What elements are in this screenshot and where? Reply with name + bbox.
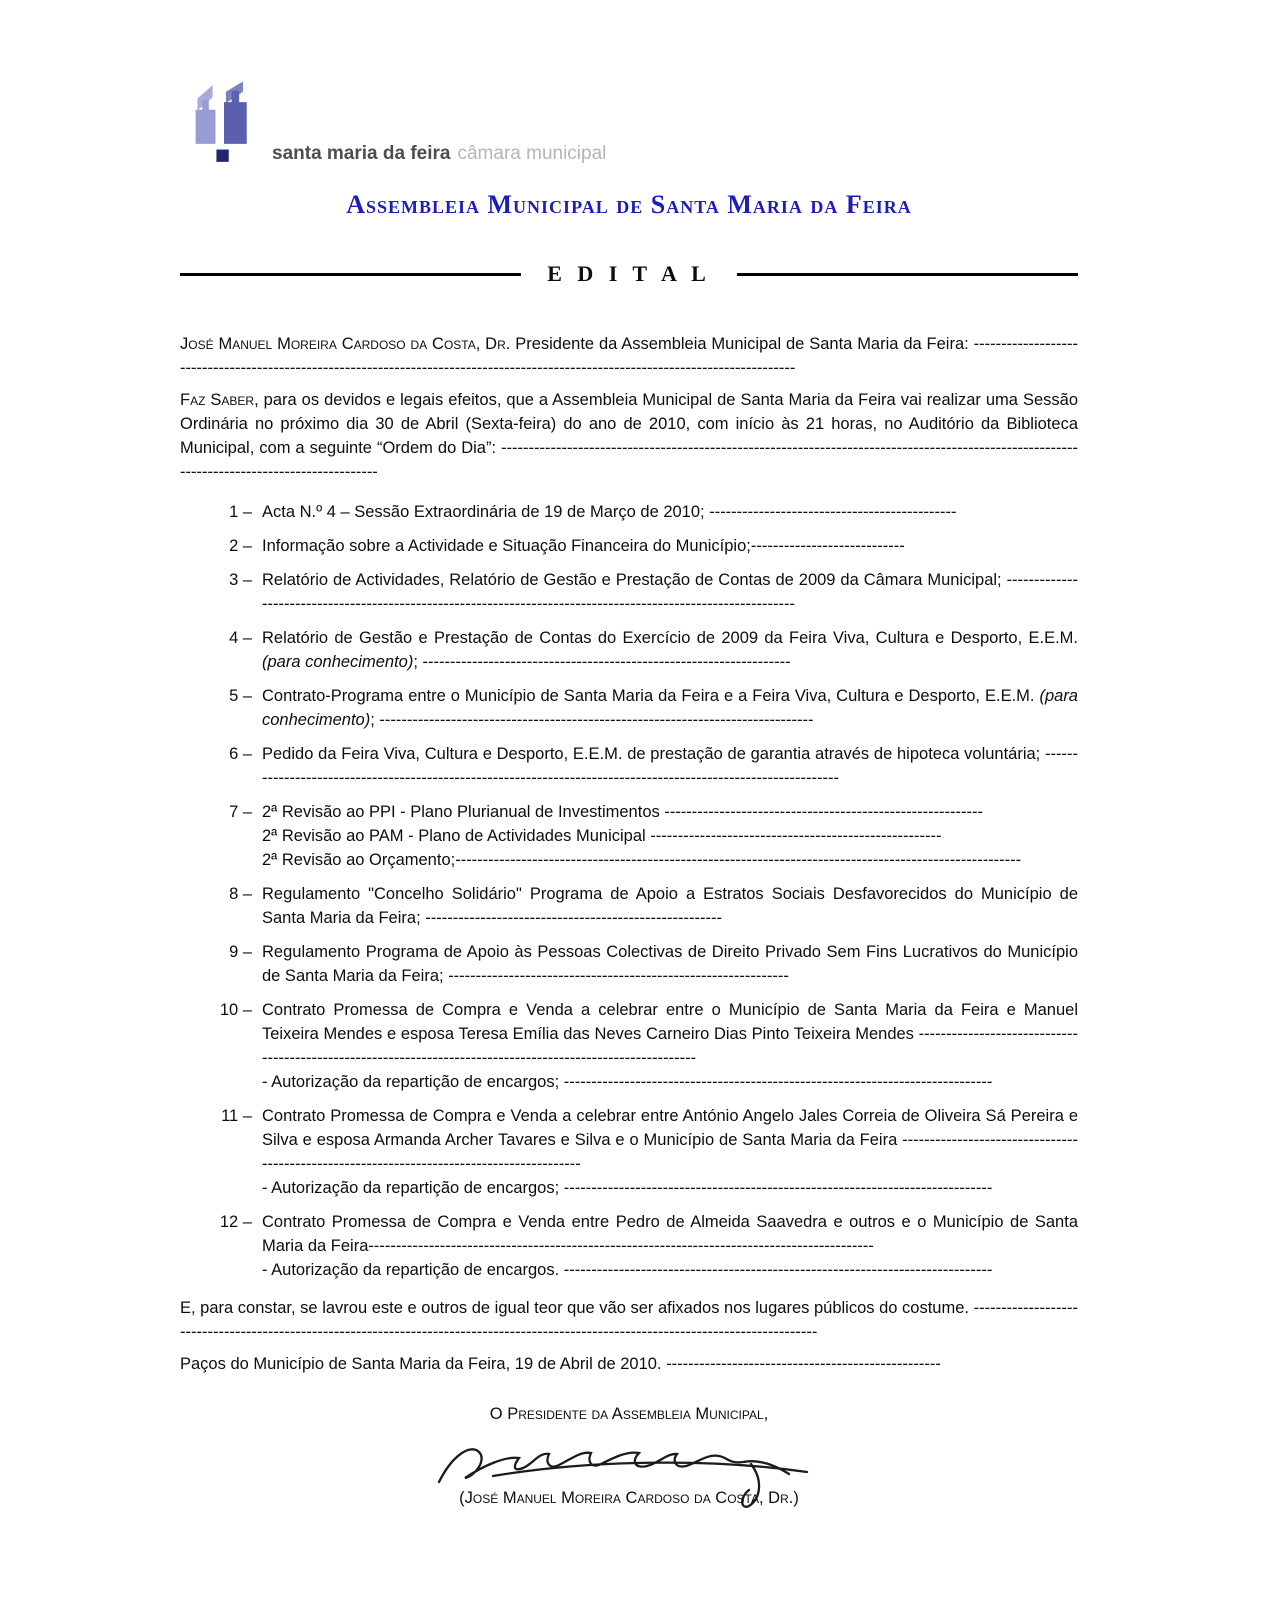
dash-fill: -------------------------------------------------- [666, 1355, 941, 1373]
agenda-item-12 [180, 1210, 1078, 1282]
item-number: 7 – [229, 803, 252, 821]
agenda-item-5 [180, 684, 1078, 732]
item-number: 3 – [229, 571, 252, 589]
agenda-item-11 [180, 1104, 1078, 1200]
italic-note: (para conhecimento) [262, 687, 1078, 729]
item-number: 12 – [219, 1213, 252, 1231]
item-subline-authorization: - Autorização da repartição de encargos; ------------------------------------------------------------------------------ [262, 1179, 993, 1197]
dash-fill: ---------------------------------------------------------- [664, 803, 984, 821]
edital-banner [180, 262, 1078, 286]
agenda-item-3 [180, 568, 1078, 616]
item-number: 4 – [229, 629, 252, 647]
item-text: Pedido da Feira Viva, Cultura e Desporto, E.E.M. de prestação de garantia através de hipoteca voluntária; --------------------------------------------------------------------------------------------------------------- [262, 745, 1078, 787]
dash-fill: ------------------------------------------------------------------------------ [563, 1261, 993, 1279]
dash-fill: -------------------------------------------------------------------------------------------- [368, 1237, 874, 1255]
brand-name: santa maria da feira [272, 143, 451, 164]
item-number: 11 – [221, 1107, 252, 1125]
dash-fill: ----------------------------------------------------------------------------------------------------------------------------------- [180, 335, 1078, 377]
item-number: 5 – [229, 687, 252, 705]
item-text: Relatório de Gestão e Prestação de Contas do Exercício de 2009 da Feira Viva, Cultura e Desporto, E.E.M. (para conhecimento); ------------------------------------------------------------------- [262, 629, 1078, 671]
agenda-item-6 [180, 742, 1078, 790]
agenda-item-4 [180, 626, 1078, 674]
faz-saber-lead: Faz Saber [180, 391, 255, 409]
president-name: José Manuel Moreira Cardoso da Costa, Dr. [180, 335, 511, 353]
page-title: Assembleia Municipal de Santa Maria da Feira [346, 190, 912, 219]
item-text [262, 800, 1078, 872]
item-number: 2 – [229, 537, 252, 555]
closing-paragraph: E, para constar, se lavrou este e outros de igual teor que vão ser afixados nos lugares públicos do costume. --------------------------------------------------------------------------------------------------------------------------------------- [180, 1299, 1078, 1341]
dash-fill: --------------------------------------------------------------------------------------------------------------------------------------------- [180, 439, 1078, 481]
dash-fill: ------------------------------------------------------------------------------- [379, 711, 814, 729]
municipal-logo [188, 80, 1078, 166]
agenda-item-9 [180, 940, 1078, 988]
dash-fill: ------------------------------------------------------------------------------ [563, 1179, 993, 1197]
agenda-item-10 [180, 998, 1078, 1094]
item-7-line-ppi: 2ª Revisão ao PPI - Plano Plurianual de Investimentos ---------------------------------------------------------- [262, 803, 984, 821]
brand-subtitle: câmara municipal [457, 143, 607, 164]
item-number: 10 – [219, 1001, 252, 1019]
dash-fill: ------------------------------------------------------------------- [422, 653, 791, 671]
item-number: 9 – [229, 943, 252, 961]
edital-label: E D I T A L [547, 261, 711, 286]
item-text: Contrato Promessa de Compra e Venda a celebrar entre o Município de Santa Maria da Feira e Manuel Teixeira Mendes e esposa Teresa Emília das Neves Carneiro Dias Pinto Teixeira Mendes ------------------------------------------------------------------------------------------------------------ - Autorização da repartição de encargos; ------------------------------------------------------------------------------ [262, 998, 1078, 1094]
item-text: Acta N.º 4 – Sessão Extraordinária de 19 de Março de 2010; --------------------------------------------- [262, 503, 957, 521]
dash-fill: ---------------------------- [750, 537, 905, 555]
item-text: Relatório de Actividades, Relatório de Gestão e Prestação de Contas de 2009 da Câmara Municipal; -------------------------------------------------------------------------------------------------------------- [262, 571, 1078, 613]
item-text: Informação sobre a Actividade e Situação Financeira do Município;---------------------------- [262, 537, 905, 555]
dash-fill: --------------------------------------------------------------------------------------------------------------- [262, 745, 1078, 787]
signature-area [459, 1428, 799, 1510]
item-subline-authorization: - Autorização da repartição de encargos. ------------------------------------------------------------------------------ [262, 1261, 993, 1279]
item-number: 1 – [229, 503, 252, 521]
dash-fill: ------------------------------------------------------------------------------------------------------------ [262, 1025, 1078, 1067]
dash-fill: ------------------------------------------------------------------------------------------ [262, 1131, 1078, 1173]
letterhead [180, 80, 1078, 286]
dash-fill: --------------------------------------------- [709, 503, 957, 521]
dash-fill: ------------------------------------------------------------------------------------------------------- [455, 851, 1022, 869]
castle-logo-icon [188, 80, 260, 166]
italic-note: (para conhecimento) [262, 653, 414, 671]
rule-right [737, 273, 1078, 276]
agenda-list [180, 500, 1078, 1282]
dash-fill: ------------------------------------------------------ [425, 909, 722, 927]
item-7-line-orcamento: 2ª Revisão ao Orçamento;------------------------------------------------------------------------------------------------------- [262, 851, 1022, 869]
intro-paragraph-notice [180, 388, 1078, 484]
signature-block [180, 1402, 1078, 1510]
dash-fill: ----------------------------------------------------- [650, 827, 942, 845]
agenda-item-8 [180, 882, 1078, 930]
agenda-item-7 [180, 800, 1078, 872]
dash-fill: ------------------------------------------------------------------------------ [563, 1073, 993, 1091]
item-text: Contrato Promessa de Compra e Venda entre Pedro de Almeida Saavedra e outros e o Município de Santa Maria da Feira-------------------------------------------------------------------------------------------- - Autorização da repartição de encargos. ------------------------------------------------------------------------------ [262, 1210, 1078, 1282]
rule-left [180, 273, 521, 276]
item-number: 8 – [229, 885, 252, 903]
dash-fill: -------------------------------------------------------------------------------------------------------------- [262, 571, 1078, 613]
president-title-text: Presidente da Assembleia Municipal de Santa Maria da Feira: [510, 335, 974, 353]
signature-heading: O Presidente da Assembleia Municipal, [489, 1405, 769, 1423]
closing-date-line: Paços do Município de Santa Maria da Feira, 19 de Abril de 2010. -------------------------------------------------- [180, 1355, 941, 1373]
item-subline-authorization: - Autorização da repartição de encargos; ------------------------------------------------------------------------------ [262, 1073, 993, 1091]
signature-name: (José Manuel Moreira Cardoso da Costa, Dr.) [459, 1489, 799, 1507]
closing-section [180, 1296, 1078, 1376]
agenda-item-2 [180, 534, 1078, 558]
dash-fill: --------------------------------------------------------------------------------------------------------------------------------------- [180, 1299, 1078, 1341]
dash-fill: -------------------------------------------------------------- [448, 967, 789, 985]
document-body [180, 332, 1078, 1510]
intro-paragraph-president [180, 332, 1078, 380]
item-text: Regulamento "Concelho Solidário" Programa de Apoio a Estratos Sociais Desfavorecidos do Município de Santa Maria da Feira; ------------------------------------------------------ [262, 885, 1078, 927]
item-text: Contrato Promessa de Compra e Venda a celebrar entre António Angelo Jales Correia de Oliveira Sá Pereira e Silva e esposa Armanda Archer Tavares e Silva e o Município de Santa Maria da Feira ------------------------------------------------------------------------------------------ - Autorização da repartição de encargos; ------------------------------------------------------------------------------ [262, 1104, 1078, 1200]
notice-text: , para os devidos e legais efeitos, que a Assembleia Municipal de Santa Maria da Feira vai realizar uma Sessão Ordinária no próximo dia 30 de Abril (Sexta-feira) do ano de 2010, com início às 21 horas, no Auditório da Biblioteca Municipal, com a seguinte “Ordem do Dia”: [180, 391, 1078, 457]
agenda-item-1 [180, 500, 1078, 524]
brand-text [272, 143, 606, 166]
item-text: Regulamento Programa de Apoio às Pessoas Colectivas de Direito Privado Sem Fins Lucrativos do Município de Santa Maria da Feira; -------------------------------------------------------------- [262, 943, 1078, 985]
item-7-line-pam: 2ª Revisão ao PAM - Plano de Actividades Municipal ----------------------------------------------------- [262, 827, 942, 845]
item-text: Contrato-Programa entre o Município de Santa Maria da Feira e a Feira Viva, Cultura e Desporto, E.E.M. (para conhecimento); ------------------------------------------------------------------------------- [262, 687, 1078, 729]
item-number: 6 – [229, 745, 252, 763]
